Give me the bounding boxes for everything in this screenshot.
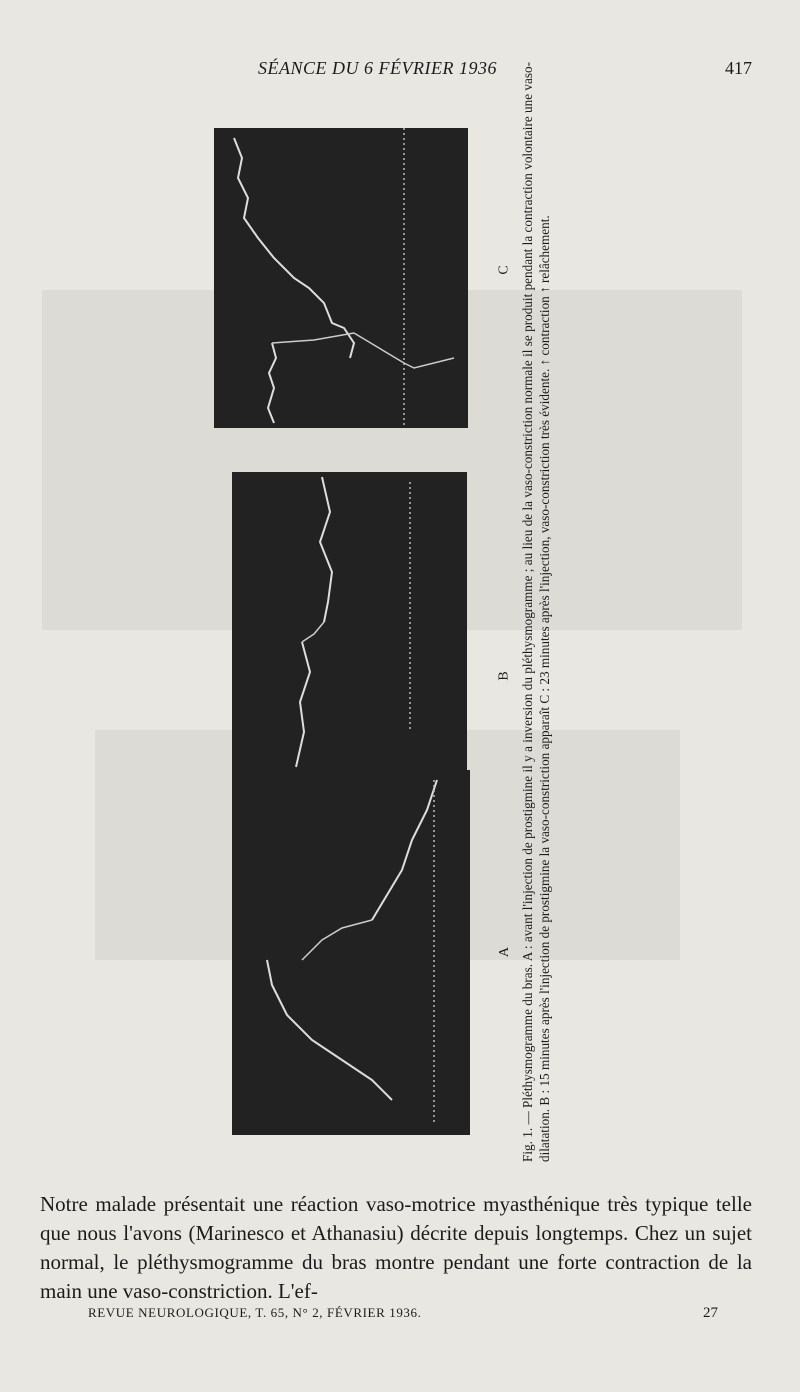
plethysmogram-panel-a [232,770,470,1135]
body-paragraph: Notre malade présentait une réaction vaso-motrice myasthénique très typique telle que nous l'avons (Marinesco et Athanasiu) décrite depuis longtemps. Chez un sujet normal, le pléthysmogramme du bras montre pendant une forte contraction de la main une vaso-constriction. L'ef- [40,1192,752,1303]
plethysmogram-panel-c [214,128,468,428]
figure-caption-text: Fig. 1. — Pléthysmogramme du bras. A : avant l'injection de prostigmine il y a inversion du pléthysmogramme ; au lieu de la vaso-constriction normale il se produit pendant la contraction volontaire une vaso-dilatation. B : 15 minutes après l'injection de prostigmine la vaso-constriction apparaît C : 23 minutes après l'injection, vaso-constriction très évidente. ↑ contraction ↑ relâchement. [520,62,552,1162]
panel-label-c: C [496,265,512,275]
page-footer [88,1305,718,1321]
figure-caption [520,62,553,1162]
body-text [40,1190,752,1306]
plethysmogram-panel-b [232,472,467,772]
panel-label-b: B [496,671,512,681]
page-number: 417 [725,58,752,78]
signature-number: 27 [703,1305,718,1321]
page-header [0,58,800,82]
journal-reference: REVUE NEUROLOGIQUE, T. 65, N° 2, FÉVRIER 1936. [88,1305,422,1320]
panel-label-a: A [497,946,513,958]
running-title: SÉANCE DU 6 FÉVRIER 1936 [258,58,497,78]
